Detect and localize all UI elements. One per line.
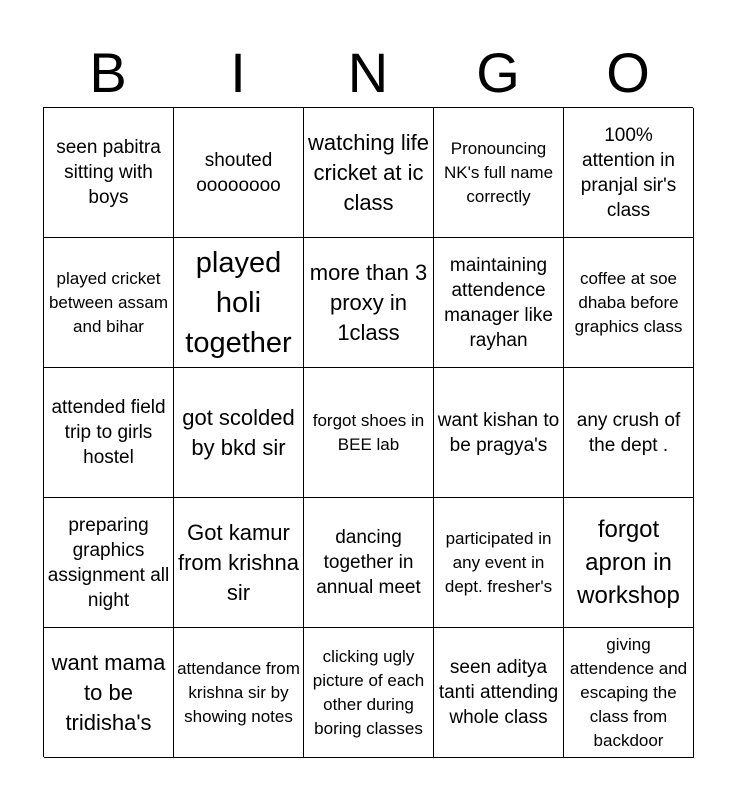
bingo-cell-r5-c1[interactable] (44, 628, 174, 758)
header-letter-b: B (89, 41, 127, 104)
bingo-cell-r2-c4[interactable] (434, 238, 564, 368)
bingo-cell-r1-c2[interactable] (174, 108, 304, 238)
cell-text: clicking ugly picture of each other during boring classes (312, 646, 425, 738)
cell-text: maintaining attendence manager like rayhan (444, 254, 553, 351)
header-letter-g: G (476, 41, 520, 104)
bingo-cell-r1-c1[interactable] (44, 108, 174, 238)
bingo-header (43, 40, 693, 106)
cell-text: want mama to be tridisha's (51, 649, 166, 735)
cell-text: preparing graphics assignment all night (47, 514, 170, 611)
cell-text: played cricket between assam and bihar (48, 268, 169, 336)
cell-text: want kishan to be pragya's (437, 409, 560, 456)
cell-text: seen aditya tanti attending whole class (438, 657, 559, 728)
bingo-cell-r3-c3[interactable] (304, 368, 434, 498)
cell-text: Pronouncing NK's full name correctly (443, 138, 554, 206)
cell-text: 100% attention in pranjal sir's class (580, 124, 677, 221)
bingo-cell-r2-c3[interactable] (304, 238, 434, 368)
bingo-cell-r1-c3[interactable] (304, 108, 434, 238)
cell-text: attended field trip to girls hostel (51, 397, 166, 468)
bingo-cell-r5-c2[interactable] (174, 628, 304, 758)
bingo-cell-r5-c5[interactable] (564, 628, 694, 758)
cell-text: shouted oooooooo (196, 149, 281, 196)
bingo-cell-r4-c5[interactable] (564, 498, 694, 628)
cell-text: forgot shoes in BEE lab (312, 410, 425, 454)
bingo-cell-r3-c1[interactable] (44, 368, 174, 498)
cell-text: any crush of the dept . (576, 409, 681, 456)
cell-text: got scolded by bkd sir (182, 404, 295, 460)
cell-text: watching life cricket at ic class (307, 129, 430, 215)
cell-text: Got kamur from krishna sir (177, 519, 300, 605)
bingo-cell-r1-c4[interactable] (434, 108, 564, 238)
cell-text: forgot apron in workshop (577, 516, 680, 609)
cell-text: more than 3 proxy in 1class (309, 259, 428, 345)
cell-text: giving attendence and escaping the class from backdoor (569, 634, 688, 750)
bingo-board (43, 107, 693, 757)
cell-text: seen pabitra sitting with boys (56, 137, 161, 208)
bingo-cell-r2-c2[interactable] (174, 238, 304, 368)
bingo-cell-r4-c4[interactable] (434, 498, 564, 628)
cell-text: coffee at soe dhaba before graphics class (574, 268, 683, 336)
bingo-cell-r3-c4[interactable] (434, 368, 564, 498)
bingo-cell-r4-c2[interactable] (174, 498, 304, 628)
bingo-cell-r1-c5[interactable] (564, 108, 694, 238)
bingo-cell-r5-c4[interactable] (434, 628, 564, 758)
bingo-cell-r3-c2[interactable] (174, 368, 304, 498)
bingo-cell-r5-c3[interactable] (304, 628, 434, 758)
bingo-cell-r3-c5[interactable] (564, 368, 694, 498)
bingo-cell-r4-c3[interactable] (304, 498, 434, 628)
bingo-cell-r2-c5[interactable] (564, 238, 694, 368)
header-letter-n: N (347, 41, 389, 104)
cell-text: attendance from krishna sir by showing notes (177, 658, 300, 726)
cell-text: played holi together (185, 246, 292, 359)
bingo-cell-r2-c1[interactable] (44, 238, 174, 368)
header-letter-o: O (606, 41, 650, 104)
bingo-cell-r4-c1[interactable] (44, 498, 174, 628)
header-letter-i: I (230, 41, 246, 104)
cell-text: participated in any event in dept. fresher's (444, 528, 553, 596)
cell-text: dancing together in annual meet (316, 527, 421, 598)
